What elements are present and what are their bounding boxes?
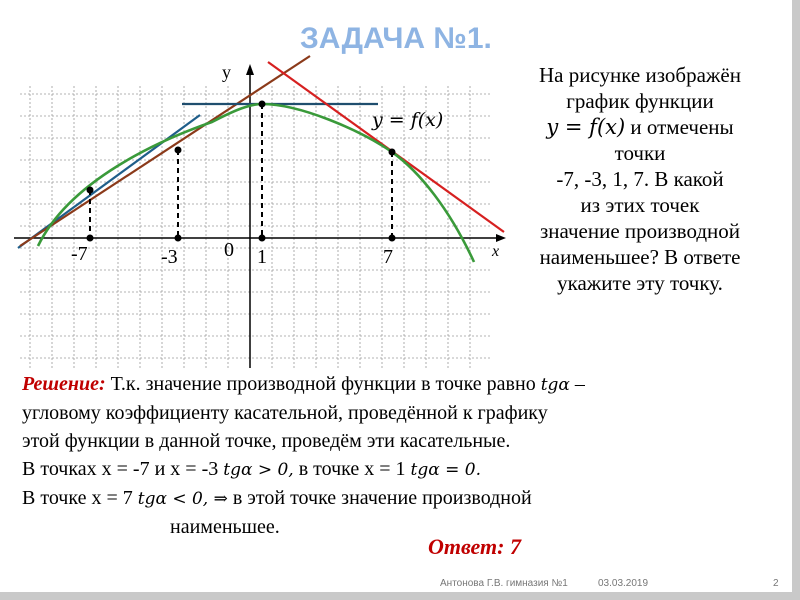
axis-mark-neg3 [175,235,182,242]
solution-l4-math2: tgα = 0. [410,460,482,480]
solution-l5-a: В точке x = 7 [22,487,138,509]
solution-line-3: этой функции в данной точке, проведём эти касательные. [22,430,511,452]
solution-l1-math: tgα [540,375,570,395]
solution-line-6: наименьшее. [170,516,280,538]
solution-l4-a: В точках x = -7 и x = -3 [22,458,224,480]
x-axis-label: x [492,243,500,260]
solution-text [22,370,800,541]
problem-line-2: график функции [566,89,714,113]
solution-label: Решение: [22,373,106,395]
x-label-neg3: -3 [161,246,178,268]
problem-line-8: наименьшее? В ответе [539,245,741,269]
solution-l1-text: Т.к. значение производной функции в точке равно [105,373,541,395]
problem-line-6: из этих точек [580,193,700,217]
solution-l1-end: – [569,373,585,395]
solution-l4-b: в точке x = 1 [293,458,411,480]
problem-function-inline: y = f(x) [546,115,626,139]
footer-page-number: 2 [773,578,779,589]
problem-line-5: -7, -3, 1, 7. В какой [556,167,724,191]
y-axis-arrow [246,64,254,75]
tangent-at-neg7 [18,115,200,248]
solution-line-5 [22,484,800,513]
tangent-at-neg3 [20,56,310,246]
solution-l5-b: в этой точке значение производной [227,487,532,509]
solution-l4-math1: tgα > 0, [223,460,294,480]
y-axis-label: y [222,62,231,82]
x-label-7: 7 [383,246,393,268]
function-label: y = f(x) [372,109,444,131]
slide-title: ЗАДАЧА №1. [300,22,492,55]
problem-line-3 [500,114,780,140]
point-on-curve-7 [389,149,396,156]
point-on-curve-neg7 [87,187,94,194]
footer-date: 03.03.2019 [598,578,649,589]
axis-mark-1 [259,235,266,242]
problem-line-9: укажите эту точку. [557,271,723,295]
footer-author: Антонова Г.В. гимназия №1 [440,578,568,589]
solution-line-1 [22,370,800,399]
solution-line-2: угловому коэффициенту касательной, проведённой к графику [22,402,548,424]
origin-label: 0 [224,239,234,261]
answer: Ответ: 7 [428,534,521,559]
problem-line-7: значение производной [539,219,741,243]
x-label-neg7: -7 [71,243,88,265]
solution-l5-math: tgα < 0, ⇒ [137,489,228,509]
problem-line-4: точки [614,141,666,165]
problem-line-1: На рисунке изображён [539,63,741,87]
problem-line-3-text: и отмечены [630,115,734,139]
x-label-1: 1 [257,246,267,268]
point-on-curve-neg3 [175,147,182,154]
problem-statement [500,62,780,296]
solution-line-4 [22,455,800,484]
axis-mark-7 [389,235,396,242]
axis-mark-neg7 [87,235,94,242]
point-on-curve-1 [259,101,266,108]
